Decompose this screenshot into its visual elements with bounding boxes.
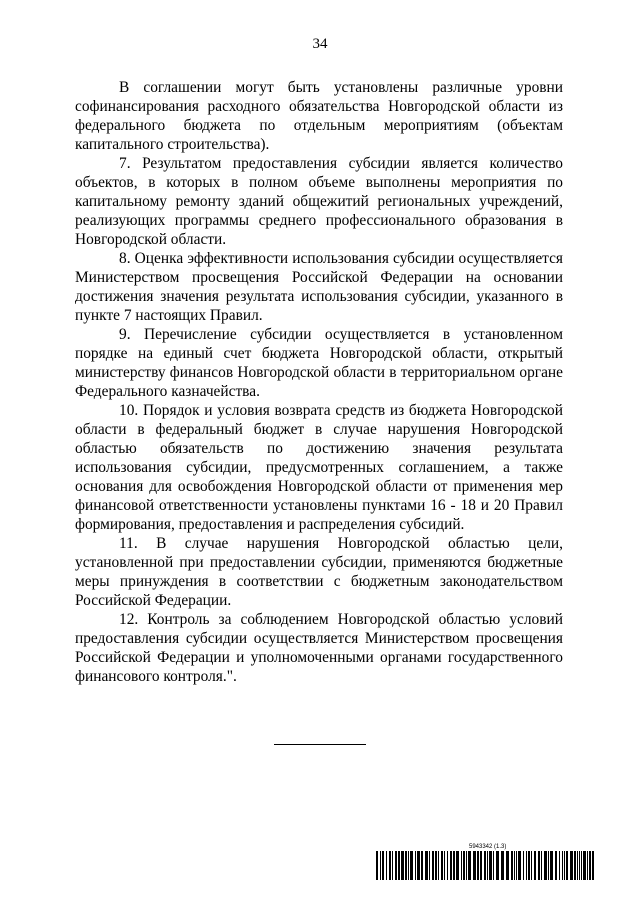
document-code: 5943342 (1.3) xyxy=(469,844,507,850)
paragraph-10-refund: 10. Порядок и условия возврата средств из бюджета Новгородской области в федеральный бюджет в случае нарушения Новгородской областью обязательств по достижению значения результата использования субсидии, предусмотренных соглашением, а также основания для освобождения Новгородской области от применения мер финансовой ответственности установлены пунктами 16 - 18 и 20 Правил формирования, предоставления и распределения субсидий. xyxy=(75,402,563,533)
paragraph-8-efficiency: 8. Оценка эффективности использования субсидии осуществляется Министерством просвещения Российской Федерации на основании достижения значения результата использования субсидии, указанного в пункте 7 настоящих Правил. xyxy=(75,250,563,324)
end-divider xyxy=(274,744,366,745)
page-number: 34 xyxy=(312,36,328,52)
paragraph-7-result: 7. Результатом предоставления субсидии является количество объектов, в которых в полном объеме выполнены мероприятия по капитальному ремонту зданий общежитий региональных учреждений, реализующих программы среднего профессионального образования в Новгородской области. xyxy=(75,155,563,248)
document-body xyxy=(75,78,563,686)
paragraph-9-transfer: 9. Перечисление субсидии осуществляется в установленном порядке на единый счет бюджета Новгородской области, открытый министерству финансов Новгородской области в территориальном органе Федерального казначейства. xyxy=(75,326,563,400)
paragraph-11-violation: 11. В случае нарушения Новгородской областью цели, установленной при предоставлении субсидии, применяются бюджетные меры принуждения в соответствии с бюджетным законодательством Российской Федерации. xyxy=(75,535,563,609)
paragraph-cofinancing: В соглашении могут быть установлены различные уровни софинансирования расходного обязательства Новгородской области из федерального бюджета по отдельным мероприятиям (объектам капитального строительства). xyxy=(75,79,563,153)
barcode-icon xyxy=(376,851,594,880)
paragraph-12-control: 12. Контроль за соблюдением Новгородской областью условий предоставления субсидии осуществляется Министерством просвещения Российской Федерации и уполномоченными органами государственного финансового контроля.". xyxy=(75,611,563,685)
